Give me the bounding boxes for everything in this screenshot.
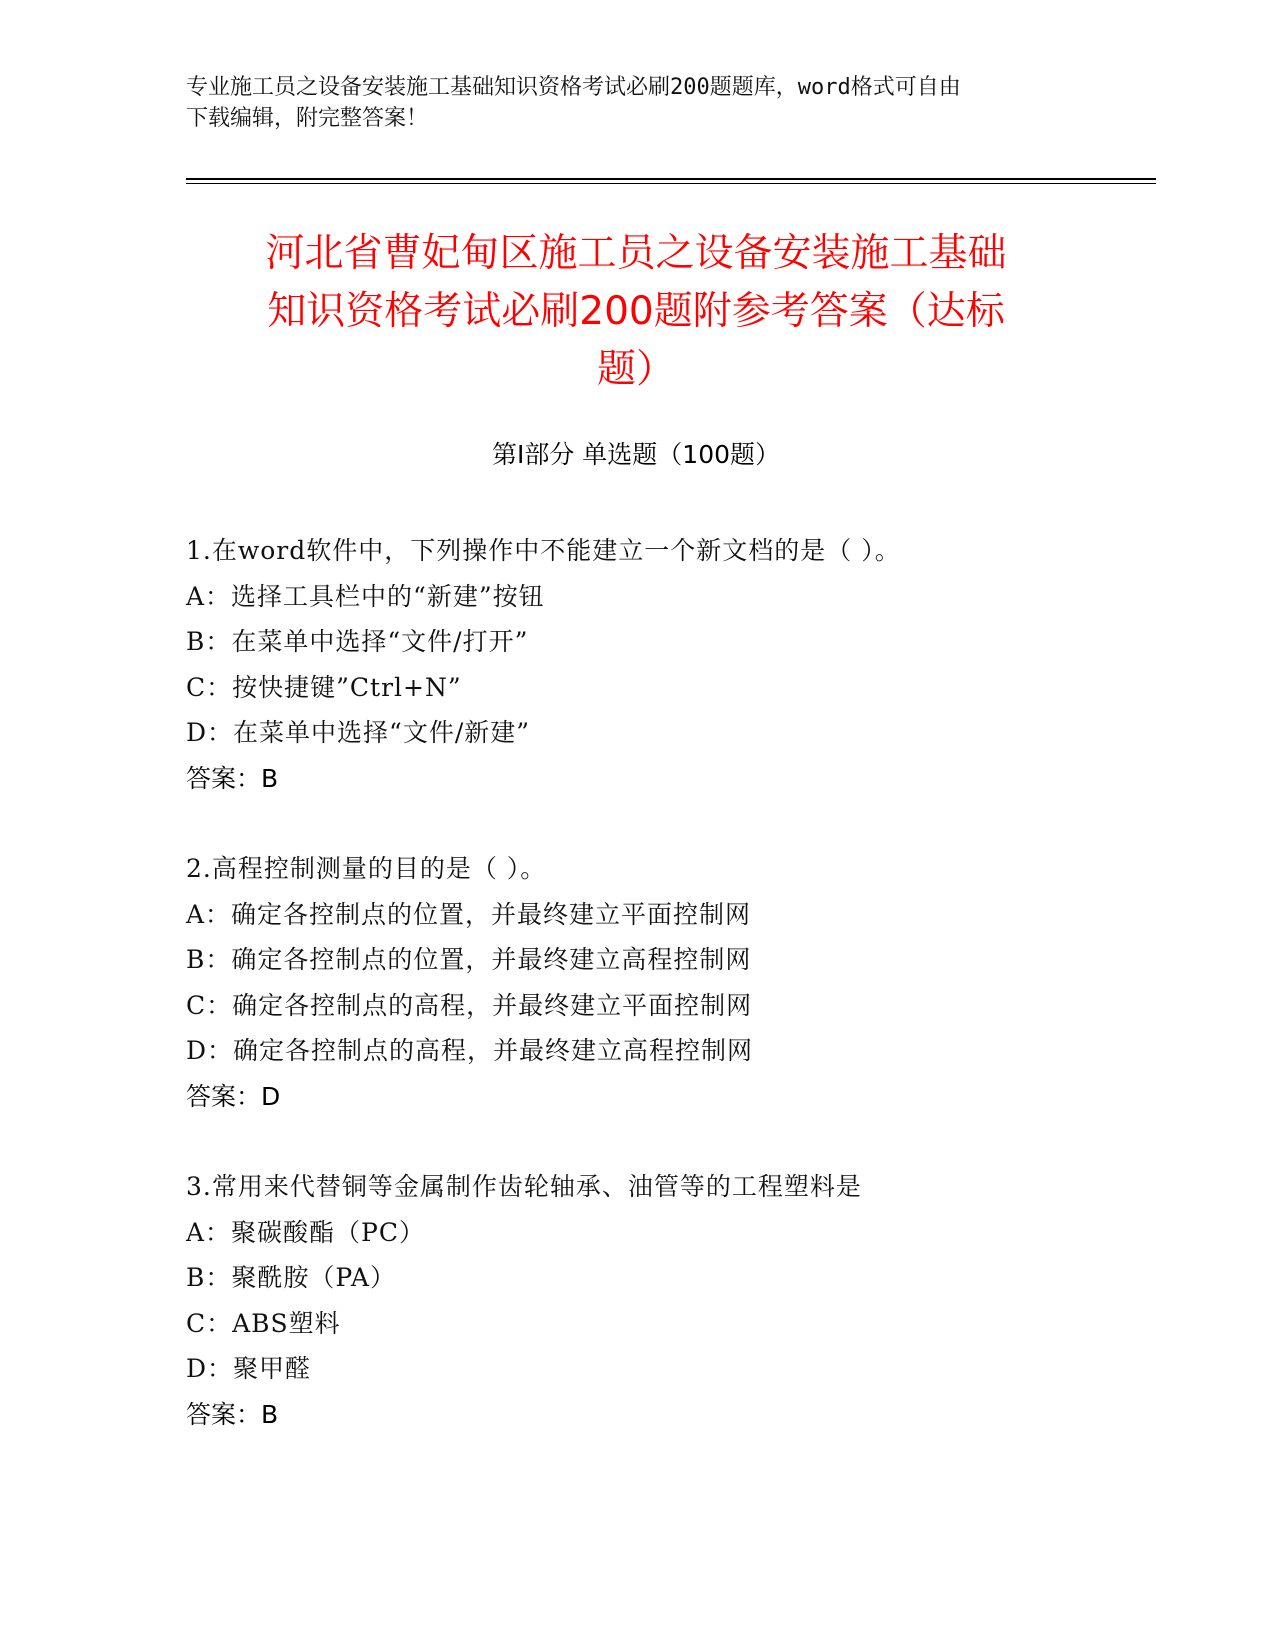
document-title-line-2: 知识资格考试必刷200题附参考答案（达标 (267, 289, 1005, 334)
question-stem: 2.高程控制测量的目的是（ ）。 (186, 854, 547, 883)
header-note-line-1: 专业施工员之设备安装施工基础知识资格考试必刷200题题库，word格式可自由 (186, 75, 961, 100)
option-d: D：聚甲醛 (186, 1354, 312, 1383)
answer-line: 答案：D (186, 1081, 281, 1111)
option-d: D：在菜单中选择“文件/新建” (186, 718, 531, 747)
question-stem: 1.在word软件中，下列操作中不能建立一个新文档的是（ ）。 (186, 536, 901, 565)
header-note (186, 72, 1086, 134)
header-note-line-2: 下载编辑，附完整答案！ (186, 106, 429, 131)
answer-line: 答案：B (186, 763, 279, 793)
question-block (186, 528, 1136, 801)
header-divider-thin (186, 183, 1156, 184)
option-a: A：聚碳酸酯（PC） (186, 1217, 426, 1247)
option-b: B：在菜单中选择“文件/打开” (186, 627, 529, 656)
option-a: A：确定各控制点的位置，并最终建立平面控制网 (186, 899, 752, 929)
option-b: B：聚酰胺（PA） (186, 1263, 396, 1292)
question-block (186, 846, 1136, 1119)
question-stem: 3.常用来代替铜等金属制作齿轮轴承、油管等的工程塑料是 (186, 1172, 862, 1201)
question-block (186, 1164, 1136, 1437)
answer-line: 答案：B (186, 1399, 279, 1429)
option-c: C：按快捷键”Ctrl+N” (186, 672, 462, 702)
document-title (186, 225, 1086, 399)
option-b: B：确定各控制点的位置，并最终建立高程控制网 (186, 945, 752, 974)
section-title: 第Ⅰ部分 单选题（100题） (491, 440, 781, 469)
option-d: D：确定各控制点的高程，并最终建立高程控制网 (186, 1036, 754, 1065)
option-a: A：选择工具栏中的“新建”按钮 (186, 581, 545, 611)
document-title-line-3: 题） (596, 347, 675, 392)
option-c: C：确定各控制点的高程，并最终建立平面控制网 (186, 990, 753, 1020)
document-title-line-1: 河北省曹妃甸区施工员之设备安装施工基础 (265, 231, 1007, 276)
header-divider-thick (186, 178, 1156, 180)
option-c: C：ABS塑料 (186, 1308, 341, 1338)
